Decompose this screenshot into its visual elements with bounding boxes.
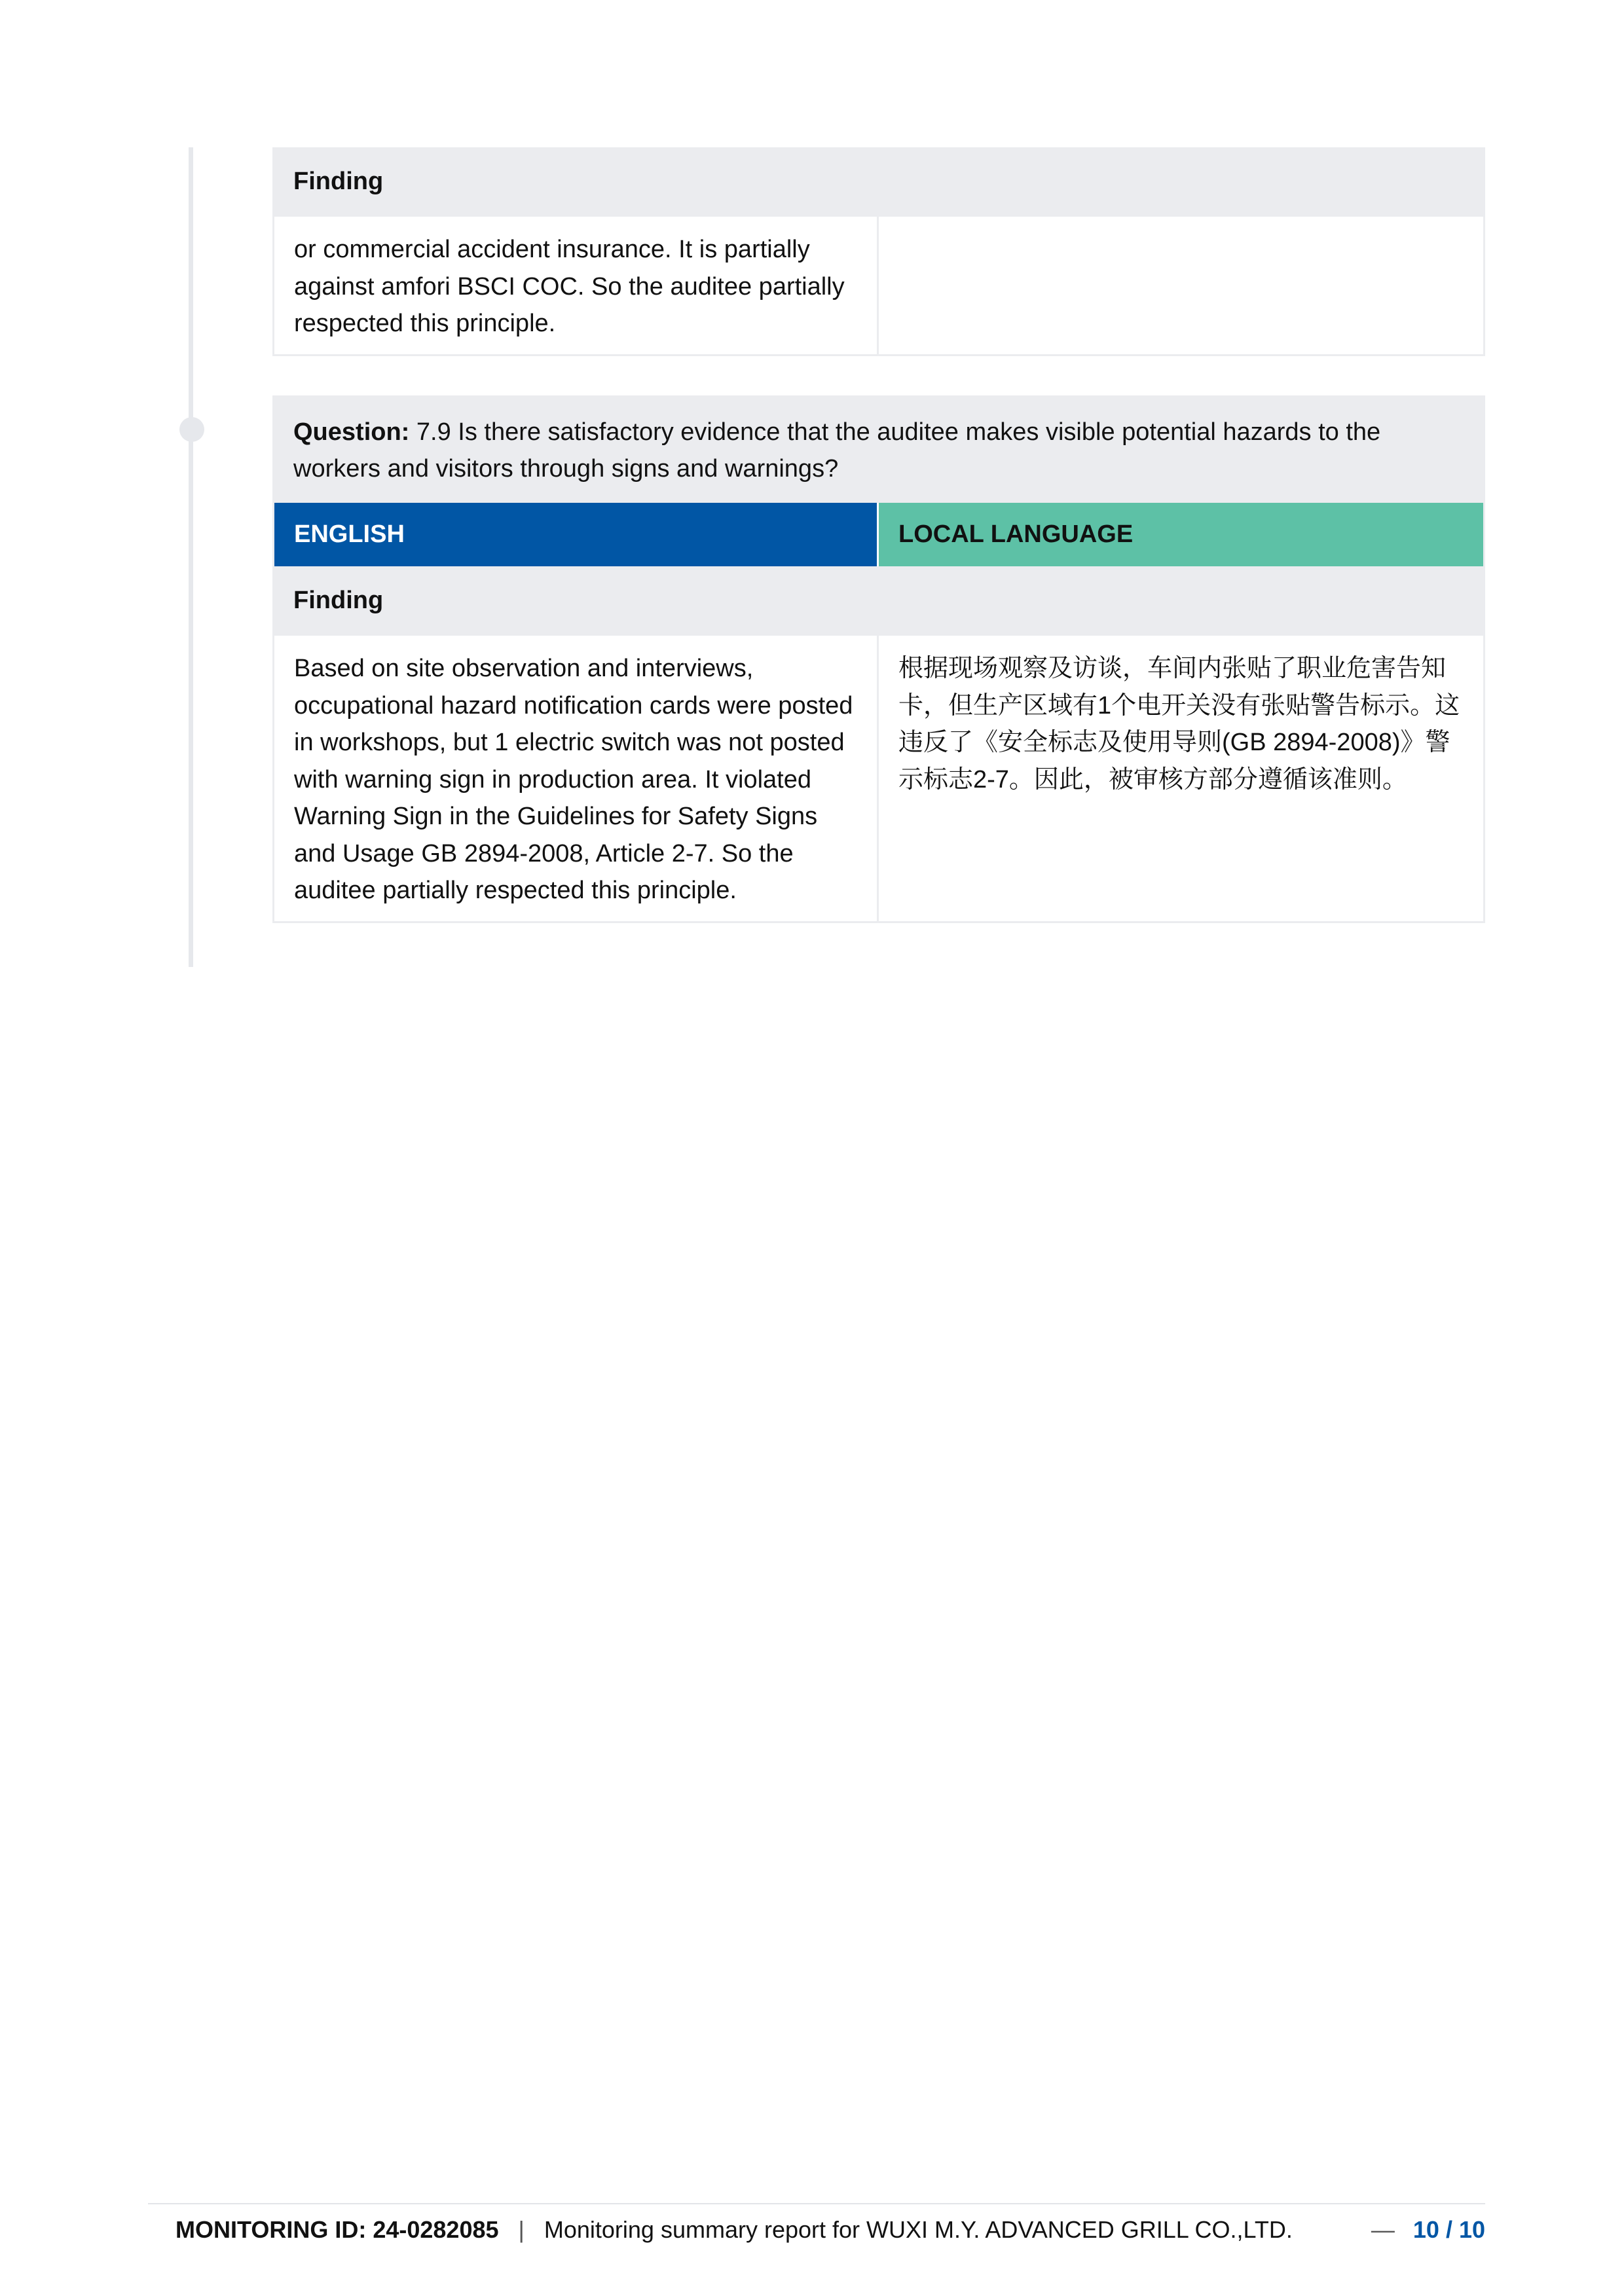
english-column-header: ENGLISH [274,503,879,566]
finding-english-cell: or commercial accident insurance. It is partially against amfori BSCI COC. So the auditee partially respected this principle. [272,215,879,356]
footer-divider [148,2203,1485,2204]
timeline-line [189,147,193,967]
question-text: 7.9 Is there satisfactory evidence that the auditee makes visible potential hazards to the workers and visitors through signs and warnings? [293,418,1381,483]
question-heading [272,395,1485,503]
page-footer [175,2212,1485,2248]
page-number: 10 / 10 [1412,2216,1485,2243]
finding-heading: Finding [272,566,1485,634]
finding-english-cell: Based on site observation and interviews, occupational hazard notification cards were posted in workshops, but 1 electric switch was not posted with warning sign in production area. It violated Warning Sign in the Guidelines for Safety Signs and Usage GB 2894-2008, Article 2-7. So the auditee partially respected this principle. [272,634,879,923]
monitoring-id: MONITORING ID: 24-0282085 [175,2216,499,2243]
question-label: Question: [293,418,410,446]
footer-dash: — [1371,2216,1395,2243]
local-language-column-header: LOCAL LANGUAGE [879,503,1483,566]
finding-local-cell [879,215,1485,356]
language-header-row [272,503,1485,566]
timeline-dot [179,417,204,442]
finding-heading: Finding [272,147,1485,215]
report-summary-title: Monitoring summary report for WUXI M.Y. ADVANCED GRILL CO.,LTD. [544,2216,1293,2243]
question-block [272,395,1485,923]
finding-block-continued [272,147,1485,356]
finding-row [272,634,1485,923]
footer-separator: | [518,2216,525,2243]
finding-row [272,215,1485,356]
finding-local-cell: 根据现场观察及访谈，车间内张贴了职业危害告知卡，但生产区域有1个电开关没有张贴警告标示。这违反了《安全标志及使用导则(GB 2894-2008)》警示标志2-7。因此，被审核方部分遵循该准则。 [879,634,1485,923]
